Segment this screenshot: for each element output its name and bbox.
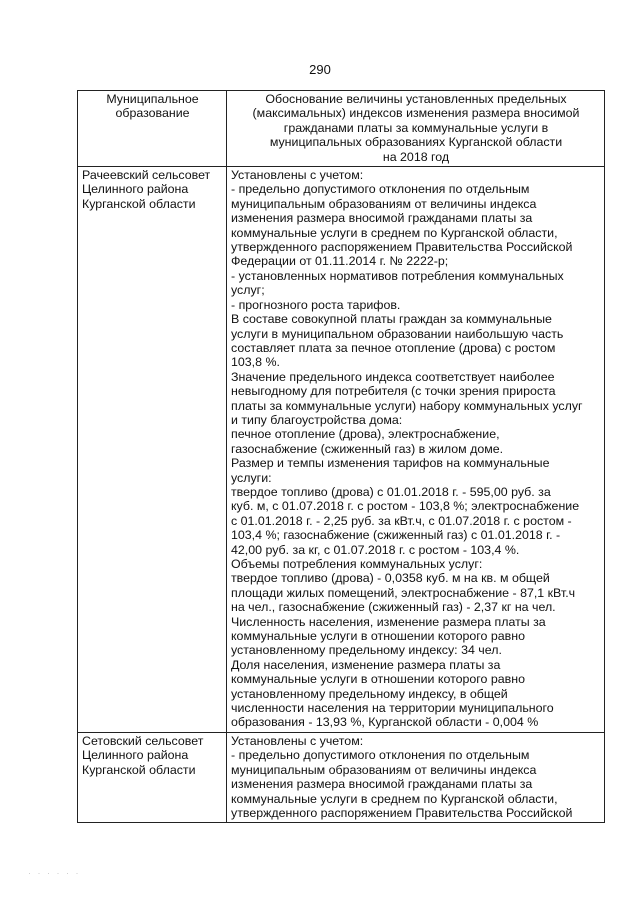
- municipality-line: Сетовский сельсовет: [82, 733, 204, 748]
- header-line: образование: [115, 106, 190, 121]
- page-number: 290: [309, 62, 331, 77]
- scan-artifact: · · · · · ·: [28, 868, 81, 878]
- municipality-line: Целинного района: [82, 748, 189, 763]
- justification-line: Установлены с учетом:: [231, 733, 364, 748]
- justification-line: муниципальным образованиям от величины индекса: [231, 196, 537, 211]
- justification-line: на чел., газоснабжение (сжиженный газ) - 2,37 кг на чел.: [231, 600, 556, 615]
- header-line: Обоснование величины установленных предельных: [265, 92, 567, 106]
- municipality-cell: [78, 167, 227, 733]
- municipality-line: Целинного района: [82, 182, 189, 197]
- justification-line: коммунальные услуги в среднем по Курганской области,: [231, 225, 558, 240]
- table-row: [78, 167, 605, 733]
- justification-line: установленному предельному индексу, в общей: [231, 686, 508, 701]
- justification-line: невыгодному для потребителя (с точки зрения прироста: [231, 384, 556, 399]
- justification-line: В составе совокупной платы граждан за коммунальные: [231, 312, 552, 327]
- header-justification: [227, 91, 605, 167]
- header-municipality-text: [82, 92, 223, 121]
- justification-line: численности населения на территории муниципального: [231, 701, 554, 716]
- header-municipality: [78, 91, 227, 167]
- justification-line: услуги:: [231, 470, 272, 485]
- municipality-line: Рачеевский сельсовет: [82, 168, 211, 183]
- justification-line: установленному предельному индексу: 34 чел.: [231, 643, 502, 658]
- justification-line: твердое топливо (дрова) с 01.01.2018 г. - 595,00 руб. за: [231, 484, 551, 499]
- header-line: муниципальных образованиях Курганской области: [269, 135, 563, 150]
- justification-line: и типу благоустройства дома:: [231, 412, 403, 427]
- header-line: гражданами платы за коммунальные услуги в: [283, 120, 549, 135]
- municipality-line: Курганской области: [82, 762, 196, 777]
- justification-line: изменения размера вносимой гражданами платы за: [231, 211, 533, 226]
- justification-line: коммунальные услуги в отношении которого равно: [231, 672, 525, 687]
- index-justification-table: [77, 90, 605, 823]
- justification-line: утвержденного распоряжением Правительства Российской: [231, 240, 573, 255]
- table-body: [78, 167, 605, 823]
- justification-line: Значение предельного индекса соответствует наиболее: [231, 369, 555, 384]
- justification-cell: [227, 167, 605, 733]
- header-justification-text: [231, 92, 601, 164]
- municipality-line: Курганской области: [82, 196, 196, 211]
- justification-line: с 01.01.2018 г. - 2,25 руб. за кВт.ч, с 01.07.2018 г. с ростом -: [231, 513, 572, 528]
- justification-line: Численность населения, изменение размера платы за: [231, 614, 546, 629]
- justification-line: - предельно допустимого отклонения по отдельным: [231, 182, 530, 197]
- justification-line: 103,4 %; газоснабжение (сжиженный газ) с 01.01.2018 г. -: [231, 528, 561, 543]
- justification-line: 42,00 руб. за кг, с 01.07.2018 г. с ростом - 103,4 %.: [231, 542, 520, 557]
- justification-line: платы за коммунальные услуги) набору коммунальных услуг: [231, 398, 583, 413]
- justification-line: Размер и темпы изменения тарифов на коммунальные: [231, 456, 550, 471]
- justification-line: Установлены с учетом:: [231, 168, 364, 183]
- justification-line: газоснабжение (сжиженный газ) в жилом доме.: [231, 441, 504, 456]
- justification-line: услуг;: [231, 283, 265, 298]
- justification-line: Доля населения, изменение размера платы за: [231, 657, 501, 672]
- municipality-cell: [78, 732, 227, 822]
- table-header-row: [78, 91, 605, 167]
- justification-line: куб. м, с 01.07.2018 г. с ростом - 103,8 %; электроснабжение: [231, 499, 580, 514]
- justification-line: муниципальным образованиям от величины индекса: [231, 762, 537, 777]
- justification-line: 103,8 %.: [231, 355, 280, 370]
- justification-line: коммунальные услуги в среднем по Курганской области,: [231, 791, 558, 806]
- justification-line: площади жилых помещений, электроснабжение - 87,1 кВт.ч: [231, 585, 576, 600]
- justification-line: утвержденного распоряжением Правительства Российской: [231, 805, 573, 820]
- justification-line: Федерации от 01.11.2014 г. № 2222-р;: [231, 254, 449, 269]
- justification-line: - предельно допустимого отклонения по отдельным: [231, 748, 530, 763]
- justification-line: Объемы потребления коммунальных услуг:: [231, 557, 483, 571]
- header-line: Муниципальное: [106, 92, 199, 106]
- justification-line: услуги в муниципальном образовании наибольшую часть: [231, 326, 564, 341]
- justification-line: печное отопление (дрова), электроснабжение,: [231, 427, 500, 442]
- header-line: (максимальных) индексов изменения размера вносимой: [252, 106, 580, 121]
- table-row: [78, 732, 605, 822]
- justification-line: - установленных нормативов потребления коммунальных: [231, 268, 564, 283]
- justification-line: составляет плата за печное отопление (дрова) с ростом: [231, 340, 556, 355]
- justification-line: коммунальные услуги в отношении которого равно: [231, 629, 525, 644]
- header-line: на 2018 год: [382, 149, 450, 164]
- justification-cell: [227, 732, 605, 822]
- justification-line: - прогнозного роста тарифов.: [231, 297, 401, 312]
- justification-line: образования - 13,93 %, Курганской области - 0,004 %: [231, 715, 539, 730]
- justification-line: изменения размера вносимой гражданами платы за: [231, 777, 533, 792]
- justification-line: твердое топливо (дрова) - 0,0358 куб. м на кв. м общей: [231, 571, 550, 586]
